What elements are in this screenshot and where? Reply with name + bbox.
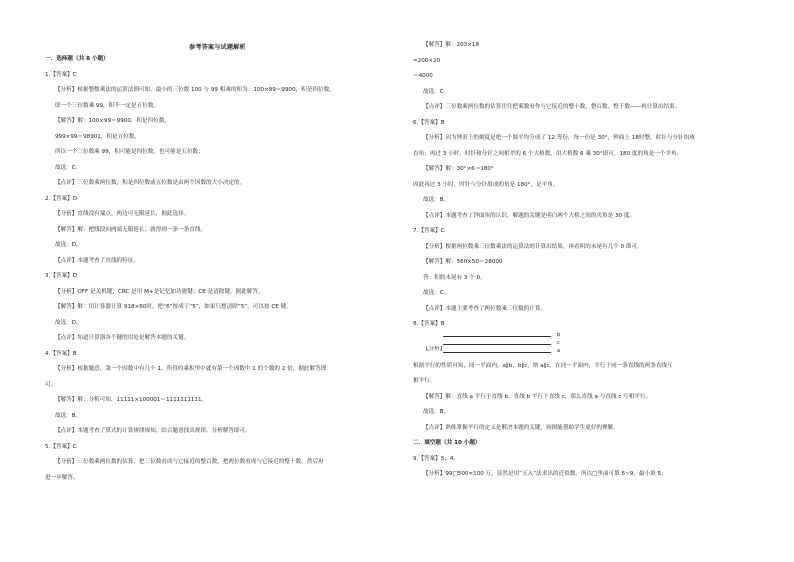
text-line: 二．填空题（共 10 小题） bbox=[413, 440, 481, 447]
text-line: ＝4000 bbox=[413, 73, 433, 80]
text-line: 【分析】根据两位数乘三位数乘法的运算法则计算出结果，再看积的末尾有几个 0 即可。 bbox=[423, 243, 643, 250]
text-line: 根据平行的性质可知，同一平面内，a∥b，b∥c，则 a∥c，在同一平面内，平行于同一条直线的两条直线互 bbox=[413, 362, 673, 369]
text-line: 999×99＝98901，积是五位数， bbox=[55, 133, 141, 140]
text-line: 【分析】因为钟表上的刻度是把一个圆平均分成了 12 等份，每一份是 30°，钟面上 18时整，时针与分针组成 bbox=[423, 135, 695, 142]
text-line: 9.【答案】5；4。 bbox=[413, 455, 460, 462]
text-line: 相平行。 bbox=[413, 378, 436, 385]
line-a bbox=[443, 352, 551, 353]
text-line: 直角；再过 3 小时，时针和分针之间相差的 6 个大格数，用大格数 6 乘 30°即可，180 度的角是一个平角。 bbox=[413, 150, 683, 157]
text-line: 所以一个三位数乘 99，积可能是四位数，也可能是五位数； bbox=[55, 149, 204, 156]
text-line: 答：积的末尾有 3 个 0。 bbox=[423, 274, 486, 281]
text-line: 【解答】解：30°×6＝180° bbox=[423, 166, 494, 173]
left-column bbox=[45, 52, 390, 486]
text-line: 一．选择题（共 8 小题） bbox=[45, 56, 109, 63]
figure-caption: 【分析】 bbox=[423, 346, 446, 352]
text-line: 7.【答案】C bbox=[413, 228, 445, 235]
text-line: 【点评】本题主要考查了两位数乘三位数的计算。 bbox=[423, 305, 547, 312]
text-line: 【点评】三位数乘两位数，积是四位数或五位数是由两个因数的大小决定的。 bbox=[55, 180, 246, 187]
line-c-label: c bbox=[557, 339, 560, 346]
right-column-bottom bbox=[413, 359, 758, 483]
text-line: 因此再过 3 小时，时针与分针组成的角是 180°，是平角。 bbox=[413, 181, 559, 188]
text-line: 【点评】熟练掌握平行的定义是解决本题的关键，画图能帮助学生更好的理解。 bbox=[423, 424, 619, 431]
text-line: 【点评】本题考查了钟面角的认识，解题的关键是明白两个大格之间的夹角是 30 度。 bbox=[423, 212, 636, 219]
text-line: 【解答】解：直线 a 平行于直线 b，直线 b 平行于直线 c，那么直线 a 与直线 c 互相平行。 bbox=[423, 393, 652, 400]
text-line: 【点评】三位数乘两位数的估算往往把乘数看作与它接近的整十数、整百数、整千数——再计算出结果。 bbox=[423, 104, 681, 111]
text-line: 故选：C。 bbox=[423, 290, 450, 297]
text-line: 4.【答案】B bbox=[45, 350, 77, 357]
text-line: 【解答】解：560×50＝28000 bbox=[423, 259, 503, 266]
line-b-label: b bbox=[557, 331, 561, 338]
text-line: 进一步解答。 bbox=[45, 474, 79, 481]
text-line: ≈200×20 bbox=[413, 57, 441, 64]
page-title: 参考答案与试题解析 bbox=[189, 44, 246, 51]
line-c bbox=[443, 344, 551, 345]
text-line: 【点评】知道计算器各个键的用处是解答本题的关键。 bbox=[55, 335, 190, 342]
text-line: 故选：D。 bbox=[55, 319, 82, 326]
text-line: 【解答】解：用计算器计算 918×60时，把“6”按成了“5”，如果只想清除“5”，可以按 CE 键。 bbox=[55, 304, 292, 311]
text-line: 5.【答案】C bbox=[45, 443, 77, 450]
text-line: 8.【答案】B bbox=[413, 321, 445, 328]
line-b bbox=[443, 336, 551, 337]
parallel-lines-figure bbox=[413, 333, 758, 357]
text-line: 【解答】解：203×18 bbox=[423, 42, 480, 49]
line-a-label: a bbox=[557, 347, 561, 354]
right-column-top bbox=[413, 38, 758, 333]
text-line: 【分析】根据题意，第一个因数中有几个 1，所得的乘积里中就有第一个因数中 1 的个数的 2 倍，据此解答即 bbox=[55, 366, 327, 373]
text-line: 故选：B。 bbox=[423, 409, 450, 416]
text-line: 【分析】OFF 是关机键；CRC 是用 M+是记忆加功能键；CE 是清除键，据此解答。 bbox=[55, 288, 264, 295]
text-line: 可。 bbox=[45, 381, 57, 388]
text-line: 【点评】本题考查了算式的计算规律探知，结合题意找出规律，分析解答即可。 bbox=[55, 428, 251, 435]
text-line: 即一个三位数乘 99，积不一定是五位数。 bbox=[55, 102, 159, 109]
text-line: 【分析】根据整数乘法的运算法则可知，最小的三位数 100 与 99 相乘的积为：100×99＝9900，积是四位数， bbox=[55, 87, 335, 94]
text-line: 【分析】99□500≈100 万，显然是用“五入”法求出的近似数，所以□里面可填 5~9，最小填 5； bbox=[423, 471, 667, 478]
text-line: 故选：C． bbox=[55, 164, 82, 171]
text-line: 故选：B。 bbox=[55, 412, 82, 419]
text-line: 【分析】直线没有端点，两边可无限延长，据此选择。 bbox=[55, 211, 190, 218]
text-line: 【点评】本题考查了直线的特征。 bbox=[55, 257, 139, 264]
text-line: 故选：C。 bbox=[423, 88, 450, 95]
text-line: 【分析】三位数乘两位数的估算，把三位数看成与它接近的整百数，把两位数看成与它接近的整十数，然后再 bbox=[55, 459, 324, 466]
text-line: 故选：D。 bbox=[55, 242, 82, 249]
text-line: 3.【答案】D bbox=[45, 273, 78, 280]
text-line: 【解答】解：100×99＝9900，积是四位数， bbox=[55, 118, 171, 125]
right-column bbox=[413, 38, 758, 483]
text-line: 6.【答案】B bbox=[413, 119, 445, 126]
text-line: 2.【答案】D bbox=[45, 195, 78, 202]
text-line: 【解答】解：分析可知，11111×100001＝1111111111。 bbox=[55, 397, 208, 404]
text-line: 1.【答案】C bbox=[45, 71, 77, 78]
text-line: 【解答】解：把线段向两端无限延长，就得到一条一条直线。 bbox=[55, 226, 207, 233]
text-line: 故选：B。 bbox=[423, 197, 450, 204]
